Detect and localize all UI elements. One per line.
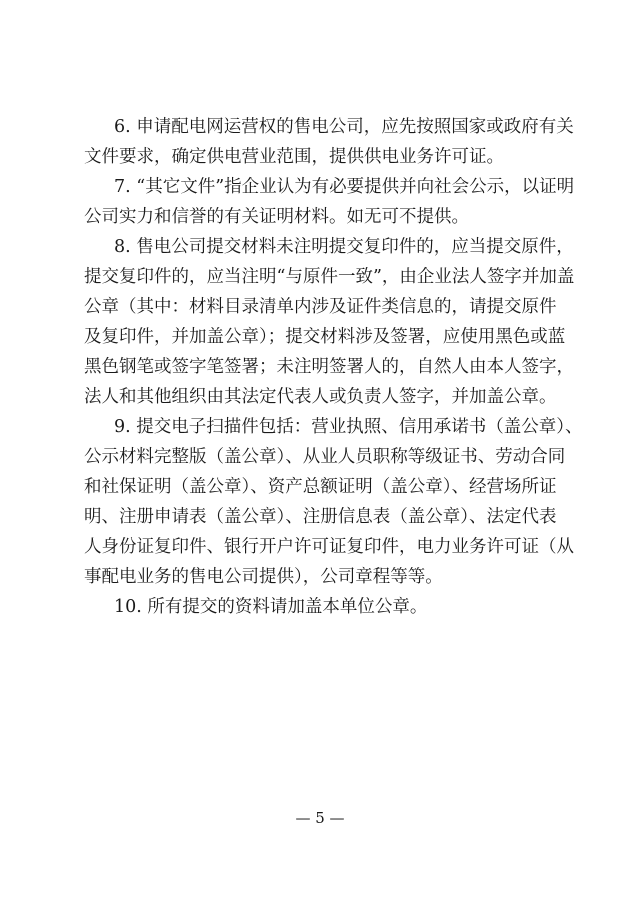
document-body [84,112,583,622]
paragraph-line: 6. 申请配电网运营权的售电公司，应先按照国家或政府有关 [114,117,574,137]
paragraph-line: 提交复印件的，应当注明“与原件一致”，由企业法人签字并加盖 [84,267,575,287]
paragraph-line: 人身份证复印件、银行开户许可证复印件，电力业务许可证（从 [84,537,574,557]
paragraph-line: 和社保证明（盖公章）、资产总额证明（盖公章）、经营场所证 [84,477,557,497]
paragraph-line: 8. 售电公司提交材料未注明提交复印件的，应当提交原件， [114,237,574,257]
paragraph-line: 7. “其它文件”指企业认为有必要提供并向社会公示，以证明 [114,177,575,197]
paragraph-line: 及复印件，并加盖公章）；提交材料涉及签署，应使用黑色或蓝 [84,327,566,347]
paragraph-item-6 [84,112,574,172]
paragraph-item-7 [84,172,575,232]
paragraph-line: 事配电业务的售电公司提供），公司章程等等。 [84,567,443,587]
paragraph-line: 文件要求，确定供电营业范围，提供供电业务许可证。 [84,147,504,167]
paragraph-item-8 [84,232,575,412]
paragraph-line: 明、注册申请表（盖公章）、注册信息表（盖公章）、法定代表 [84,507,557,527]
paragraph-line: 黑色钢笔或签字笔签署；未注明签署人的，自然人由本人签字， [84,357,574,377]
paragraph-line: 10. 所有提交的资料请加盖本单位公章。 [114,597,428,617]
paragraph-item-10 [84,592,562,622]
paragraph-line: 法人和其他组织由其法定代表人或负责人签字，并加盖公章。 [84,387,557,407]
paragraph-line: 公司实力和信誉的有关证明材料。如无可不提供。 [84,207,469,227]
paragraph-line: 公示材料完整版（盖公章）、从业人员职称等级证书、劳动合同 [84,447,566,467]
paragraph-line: 公章（其中：材料目录清单内涉及证件类信息的，请提交原件 [84,297,557,317]
paragraph-item-9 [84,412,583,592]
paragraph-line: 9. 提交电子扫描件包括：营业执照、信用承诺书（盖公章）、 [114,417,583,437]
page-number: — 5 — [295,809,345,827]
